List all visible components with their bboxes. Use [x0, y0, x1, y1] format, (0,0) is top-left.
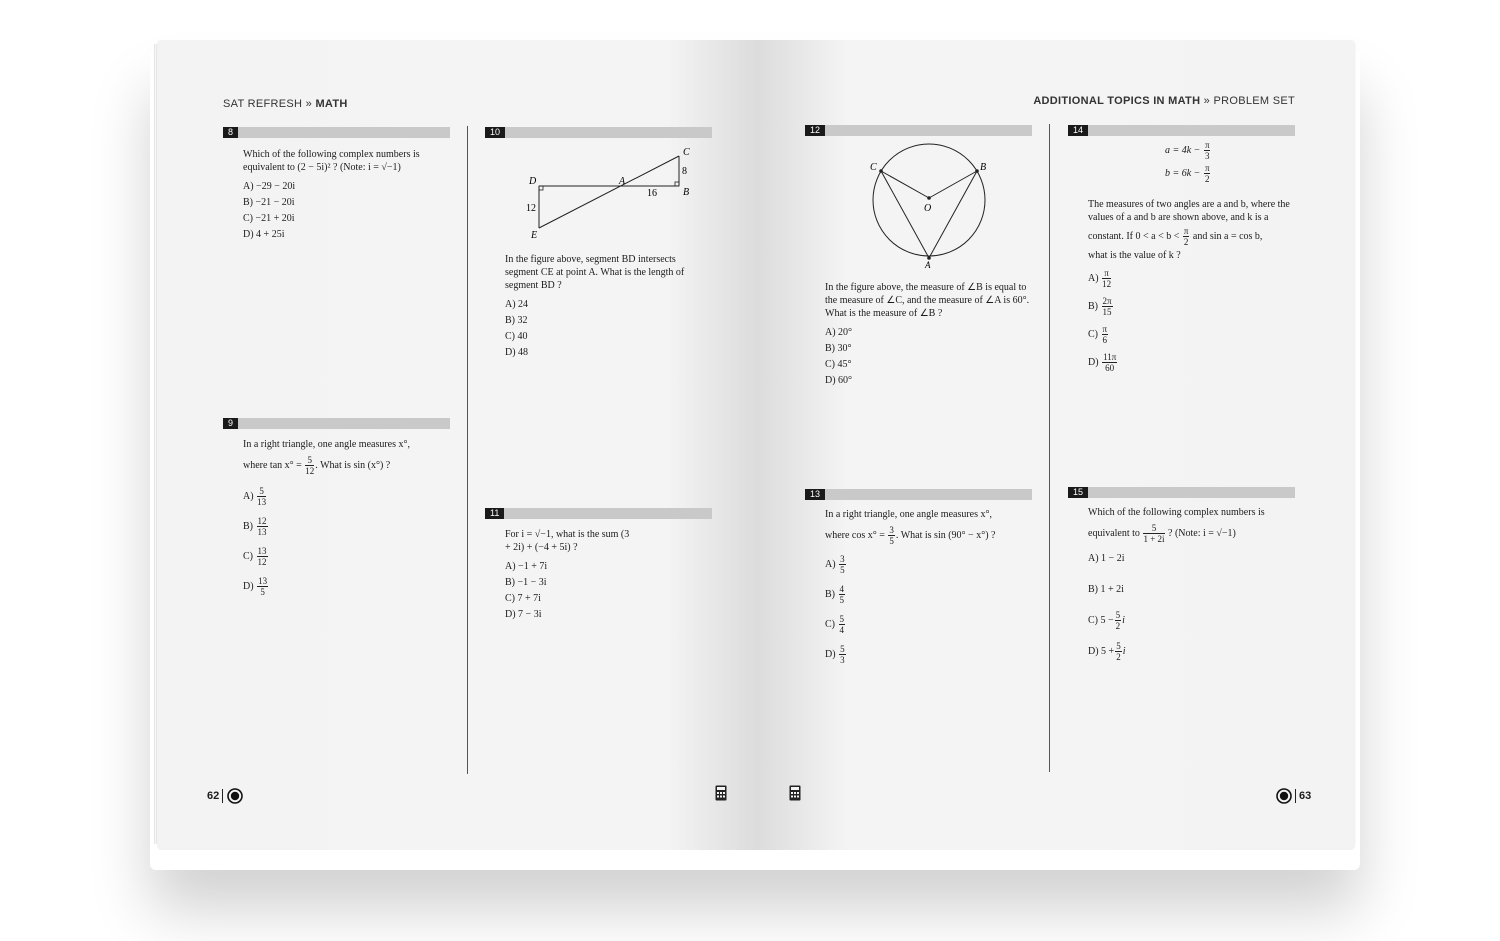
length-8: 8	[682, 166, 687, 177]
question-stem-part: where tan x° =	[243, 459, 302, 471]
question-8	[243, 148, 443, 244]
label-a: A	[619, 176, 626, 187]
circle-figure	[862, 140, 1002, 268]
question-stem: For i = √−1, what is the sum (3 + 2i) + (−4 + 5i) ?	[505, 529, 630, 553]
question-11-bar	[485, 508, 712, 519]
answer-option-a[interactable]: A) $\frac{\pi}{12}$	[1088, 268, 1112, 289]
answer-option-c[interactable]: C) 7 + 7i	[505, 593, 541, 604]
question-number: 15	[1068, 487, 1088, 498]
answer-option-b[interactable]: B) $\frac{12}{13}$	[243, 516, 267, 537]
answer-option-d[interactable]: D) 7 − 3i	[505, 609, 542, 620]
column-divider	[1049, 124, 1050, 772]
question-stem: In a right triangle, one angle measures x°,	[825, 509, 992, 520]
answer-option-a[interactable]: A) 1 − 2i	[1088, 553, 1125, 564]
answer-option-d[interactable]: D) 4 + 25i	[243, 229, 285, 240]
page-number-62: 62	[207, 790, 220, 802]
right-page	[757, 40, 1355, 850]
question-8-bar	[223, 127, 450, 138]
question-12-bar	[805, 125, 1032, 136]
question-stem-part: . What is sin (x°) ?	[315, 459, 391, 471]
answer-option-b[interactable]: B) 1 + 2i	[1088, 584, 1124, 595]
question-stem: In a right triangle, one angle measures x°,	[243, 439, 410, 450]
answer-option-a[interactable]: A) 24	[505, 299, 529, 310]
label-c: C	[870, 162, 877, 173]
answer-option-a[interactable]: A) $\frac{3}{5}$	[825, 554, 845, 575]
answer-option-c[interactable]: C) 40	[505, 331, 528, 342]
fraction: $\frac{\pi}{2}$	[1183, 226, 1189, 247]
answer-option-c[interactable]: C) 5 − $\frac{5}{2}$ i	[1088, 610, 1125, 631]
question-stem-part: where cos x° =	[825, 529, 885, 541]
answer-option-d[interactable]: D) 48	[505, 347, 529, 358]
question-14	[1088, 198, 1298, 376]
label-b: B	[683, 187, 690, 198]
fraction: $\frac{5}{12}$	[305, 455, 315, 476]
label-e: E	[531, 230, 538, 241]
footer-divider	[1295, 789, 1296, 803]
logo-icon	[1276, 788, 1292, 804]
left-running-header	[223, 98, 348, 110]
fraction: $\frac{5}{1 + 2i}$	[1143, 523, 1165, 544]
question-stem: In the figure above, segment BD intersects segment CE at point A. What is the length of segment BD ?	[505, 254, 685, 291]
answer-option-a[interactable]: A) −1 + 7i	[505, 561, 548, 572]
label-a: A	[925, 260, 931, 268]
column-divider	[467, 126, 468, 774]
question-number: 9	[223, 418, 238, 429]
question-stem: In the figure above, the measure of ∠B is equal to the measure of ∠C, and the measure of ∠A is 60°. What is the measure of ∠B ?	[825, 282, 1030, 319]
label-c: C	[683, 147, 690, 158]
answer-option-d[interactable]: D) 60°	[825, 375, 853, 386]
question-stem-part: equivalent to	[1088, 527, 1140, 539]
label-o: O	[924, 203, 932, 214]
question-13	[825, 508, 1035, 668]
equation-b: b = 6k − $\frac{\pi}{2}$	[1165, 163, 1210, 184]
answer-option-a[interactable]: A) $\frac{5}{13}$	[243, 486, 267, 507]
header-separator: »	[305, 98, 313, 110]
question-stem-part: what is the value of k ?	[1088, 250, 1181, 261]
answer-option-d[interactable]: D) $\frac{5}{3}$	[825, 644, 845, 665]
answer-option-d[interactable]: D) $\frac{11\pi}{60}$	[1088, 352, 1117, 373]
answer-option-d[interactable]: D) $\frac{13}{5}$	[243, 576, 268, 597]
question-stem-part: and sin a = cos b,	[1192, 230, 1263, 242]
logo-icon	[227, 788, 243, 804]
answer-option-c[interactable]: C) 45°	[825, 359, 852, 370]
answer-option-d[interactable]: D) 5 + $\frac{5}{2}$ i	[1088, 641, 1126, 662]
header-separator: »	[1203, 95, 1211, 107]
question-number: 11	[485, 508, 504, 519]
answer-option-a[interactable]: A) −29 − 20i	[243, 181, 296, 192]
question-15-bar	[1068, 487, 1295, 498]
question-14-bar	[1068, 125, 1295, 136]
length-16: 16	[647, 188, 657, 199]
left-page	[157, 40, 757, 850]
footer-divider	[222, 789, 223, 803]
answer-option-c[interactable]: C) $\frac{5}{4}$	[825, 614, 844, 635]
question-stem-part: ? (Note: i = √−1)	[1168, 527, 1236, 539]
header-subject: MATH	[315, 98, 348, 110]
page-number-63: 63	[1299, 790, 1312, 802]
triangle-figure	[517, 142, 697, 242]
calculator-icon	[789, 785, 801, 801]
question-14-equations	[1165, 140, 1265, 184]
label-d: D	[529, 176, 537, 187]
question-number: 14	[1068, 125, 1088, 136]
question-10-bar	[485, 127, 712, 138]
right-running-header	[1033, 95, 1295, 107]
equation-a: a = 4k − $\frac{\pi}{3}$	[1165, 140, 1210, 161]
fraction: $\frac{3}{5}$	[889, 525, 894, 546]
answer-option-c[interactable]: C) $\frac{\pi}{6}$	[1088, 324, 1108, 345]
question-stem: Which of the following complex numbers is	[1088, 507, 1265, 518]
question-12	[825, 281, 1031, 390]
question-stem: Which of the following complex numbers is equivalent to (2 − 5i)² ? (Note: i = √−1)	[243, 149, 420, 173]
answer-option-c[interactable]: C) −21 + 20i	[243, 213, 295, 224]
question-number: 10	[485, 127, 505, 138]
question-9	[243, 438, 453, 600]
answer-option-b[interactable]: B) 30°	[825, 343, 852, 354]
header-subtitle: PROBLEM SET	[1213, 95, 1295, 107]
question-number: 12	[805, 125, 825, 136]
answer-option-b[interactable]: B) $\frac{4}{5}$	[825, 584, 844, 605]
question-number: 13	[805, 489, 825, 500]
answer-option-b[interactable]: B) −1 − 3i	[505, 577, 547, 588]
answer-option-a[interactable]: A) 20°	[825, 327, 853, 338]
header-section: ADDITIONAL TOPICS IN MATH	[1033, 95, 1201, 107]
question-stem: The measures of two angles are a and b, where the values of a and b are shown above, and k is a	[1088, 199, 1290, 223]
question-number: 8	[223, 127, 238, 138]
answer-option-b[interactable]: B) −21 − 20i	[243, 197, 295, 208]
question-stem-part: constant. If 0 < a < b <	[1088, 230, 1180, 242]
answer-option-b[interactable]: B) $\frac{2\pi}{15}$	[1088, 296, 1112, 317]
question-11	[505, 528, 635, 624]
question-15	[1088, 506, 1298, 665]
length-12: 12	[526, 203, 536, 214]
answer-option-b[interactable]: B) 32	[505, 315, 528, 326]
question-9-bar	[223, 418, 450, 429]
question-13-bar	[805, 489, 1032, 500]
question-stem-part: . What is sin (90° − x°) ?	[895, 529, 996, 541]
answer-option-c[interactable]: C) $\frac{13}{12}$	[243, 546, 267, 567]
label-b: B	[980, 162, 987, 173]
calculator-icon	[715, 785, 727, 801]
header-section: SAT REFRESH	[223, 98, 303, 110]
question-10	[505, 253, 710, 362]
